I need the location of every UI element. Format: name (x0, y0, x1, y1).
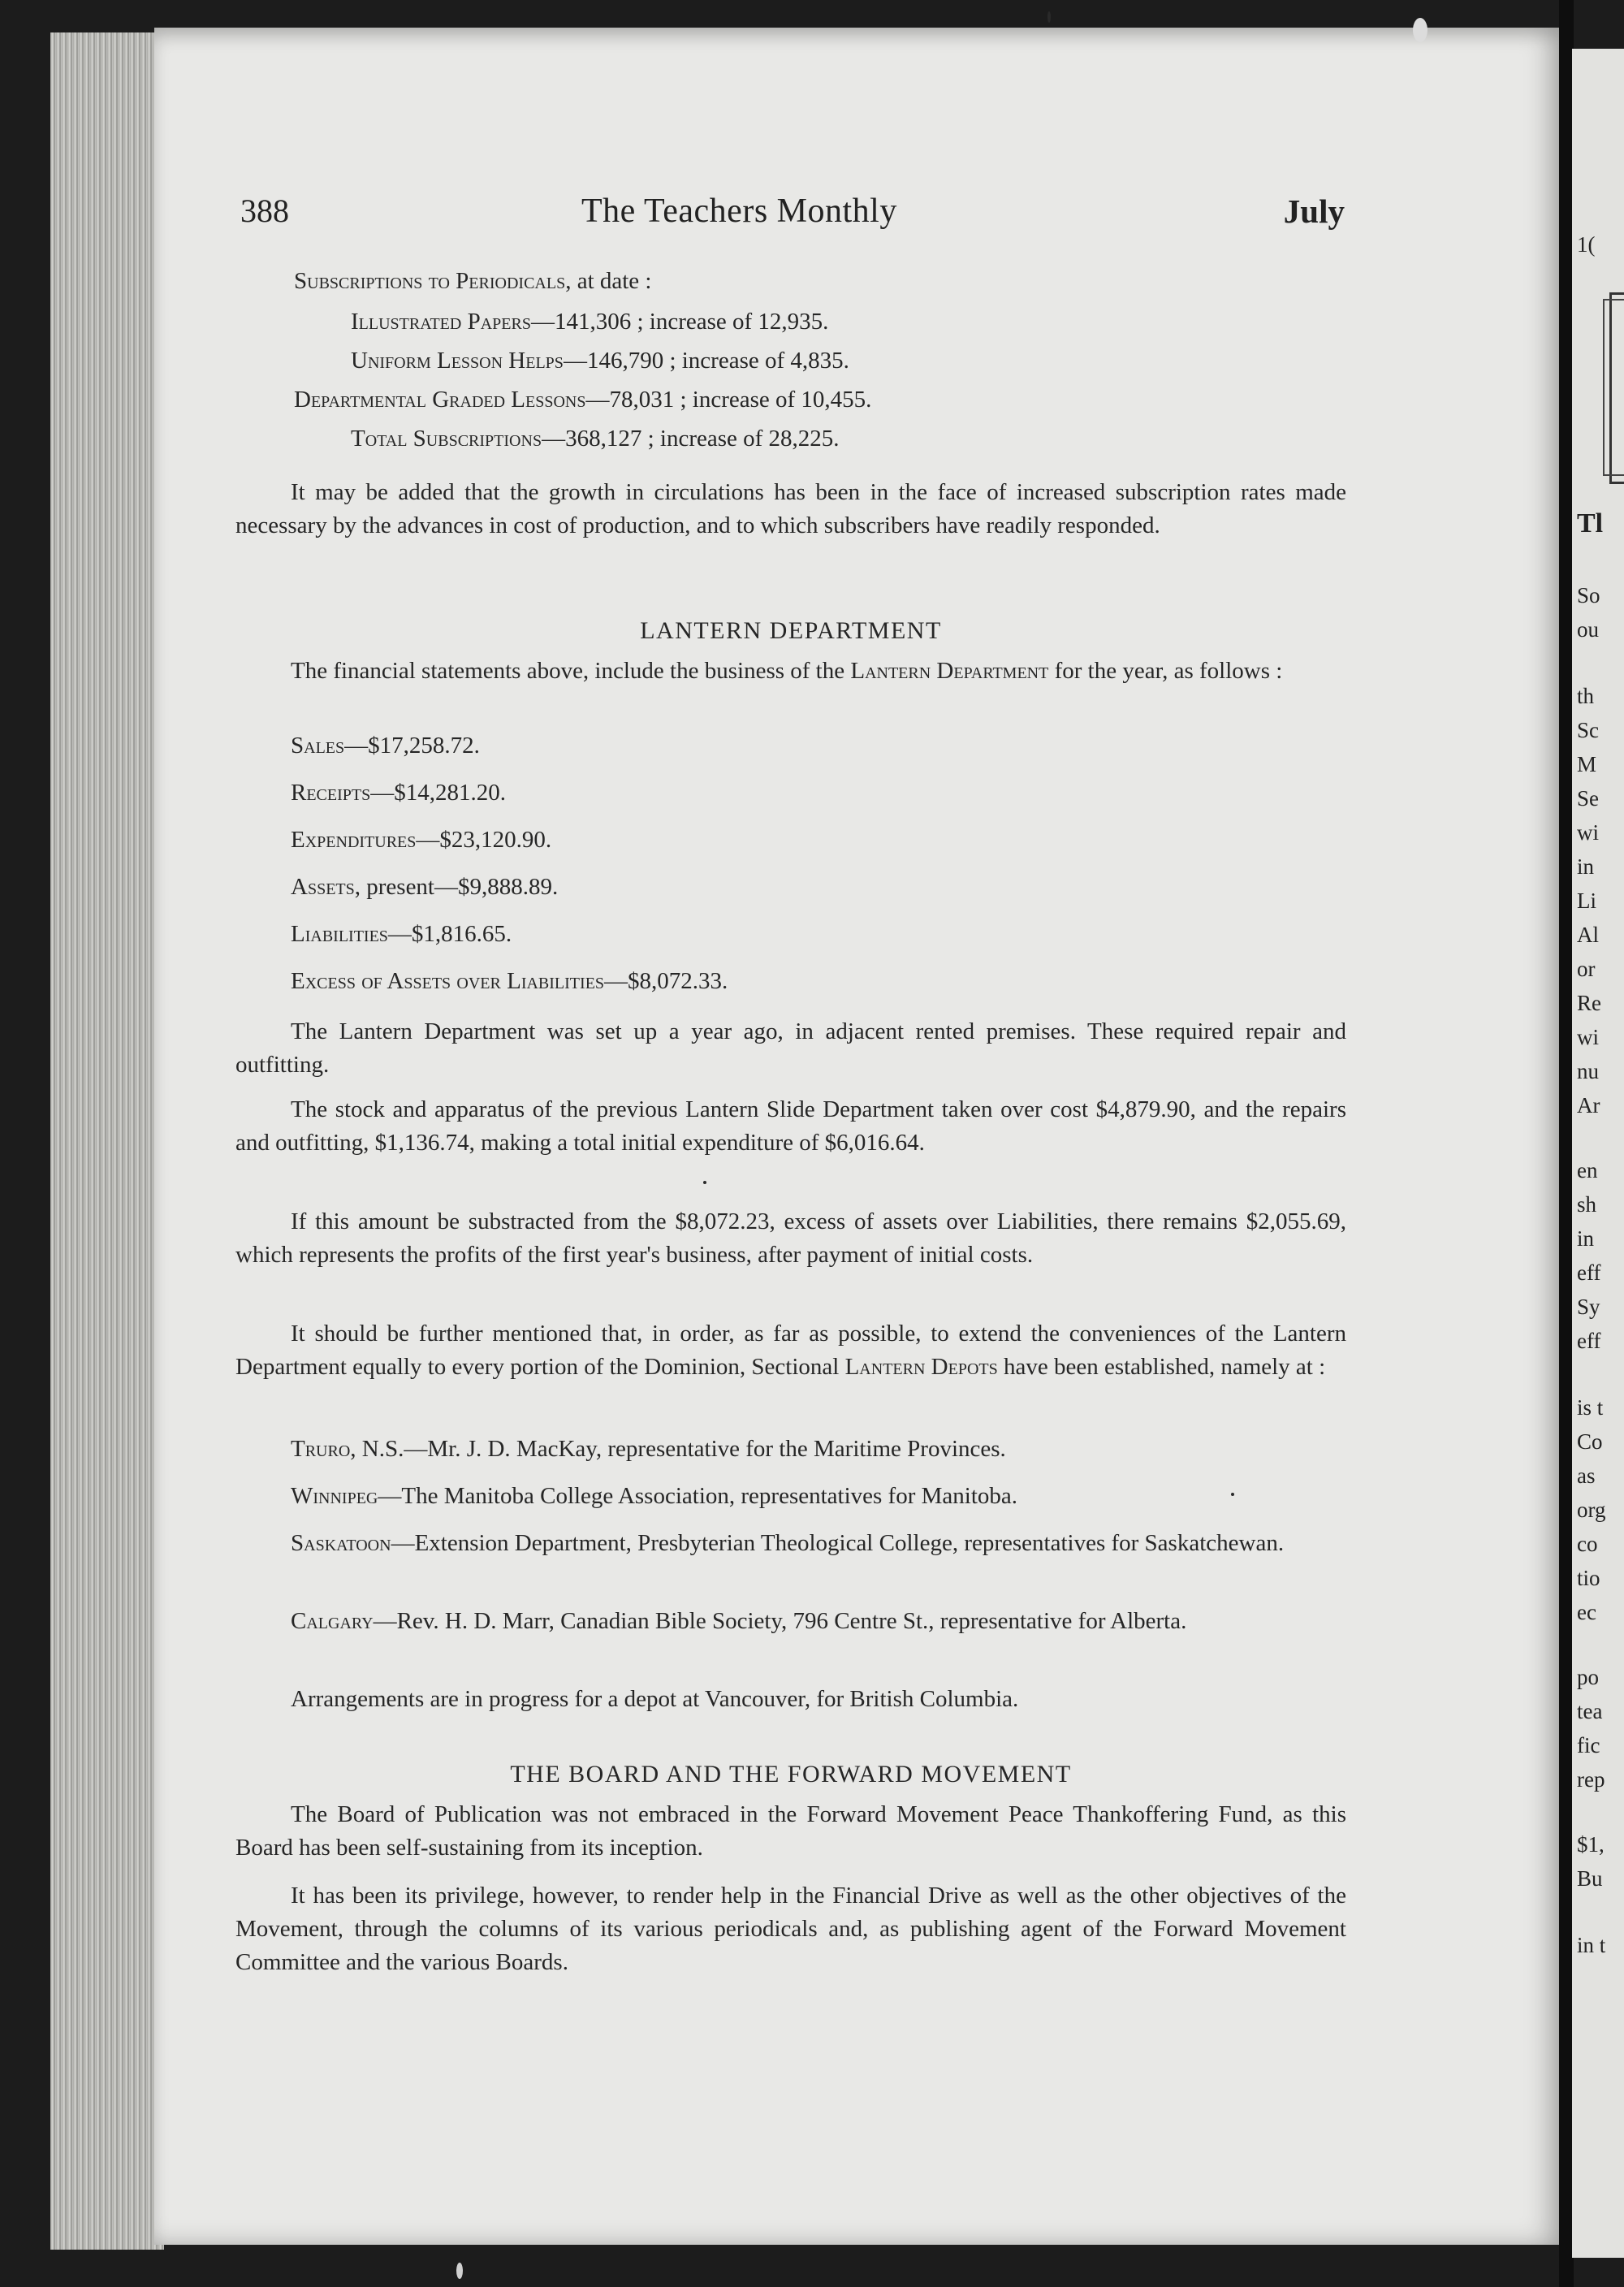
facing-page-text: Tl (1577, 508, 1604, 538)
facing-page-text: ou (1577, 617, 1599, 642)
depots-intro-text-end: have been established, namely at : (997, 1354, 1326, 1380)
figure-value: —$8,072.33. (604, 968, 728, 994)
depot-entry (235, 1433, 1346, 1466)
depot-place: Calgary (291, 1608, 374, 1634)
lantern-intro-text: The financial statements above, include the business of the (291, 658, 851, 684)
facing-page-text: wi (1577, 820, 1599, 845)
facing-page-text: is t (1577, 1395, 1604, 1420)
facing-page-text: in (1577, 1226, 1595, 1251)
lantern-figure (291, 918, 512, 951)
scan-speck (1231, 1493, 1234, 1496)
facing-page-text: sh (1577, 1192, 1597, 1217)
facing-page-frame-inner (1603, 299, 1624, 476)
lantern-section-heading: LANTERN DEPARTMENT (640, 617, 942, 644)
subscription-value: —368,127 ; increase of 28,225. (542, 426, 840, 452)
facing-page-text: or (1577, 957, 1596, 981)
facing-page-text: po (1577, 1665, 1599, 1689)
running-header (240, 192, 1345, 232)
subscription-label: Illustrated Papers (351, 309, 531, 335)
issue-month: July (1283, 192, 1345, 230)
figure-label: Sales (291, 733, 345, 759)
figure-label: Receipts (291, 780, 371, 806)
lantern-figure (291, 871, 558, 904)
depot-details: —Extension Department, Presbyterian Theological College, representatives for Saskatchewan. (391, 1530, 1285, 1556)
scan-speck (456, 2263, 463, 2279)
facing-page-text: eff (1577, 1260, 1601, 1285)
facing-page-text: co (1577, 1532, 1598, 1556)
lantern-intro-text-end: for the year, as follows : (1048, 658, 1283, 684)
facing-page-text: Co (1577, 1429, 1603, 1454)
facing-page-text: 1( (1577, 232, 1596, 257)
facing-page-text: in (1577, 854, 1595, 879)
depot-entry (235, 1605, 1346, 1638)
scan-speck (703, 1181, 706, 1184)
facing-page-text: fic (1577, 1733, 1600, 1757)
subscription-value: —141,306 ; increase of 12,935. (530, 309, 829, 335)
facing-page-text: tea (1577, 1699, 1603, 1723)
subscriptions-heading (294, 265, 652, 298)
facing-page-text: Se (1577, 786, 1599, 811)
circulation-paragraph: It may be added that the growth in circulations has been in the face of increased subscription rates made necessary by the advances in cost of production, and to which subscribers have readily responded. (235, 479, 1346, 538)
subscription-value: —146,790 ; increase of 4,835. (563, 348, 849, 374)
subscription-line (351, 422, 840, 456)
lantern-figure (291, 965, 728, 998)
facing-page-text: So (1577, 583, 1600, 607)
depot-place: Winnipeg (291, 1483, 378, 1509)
figure-label: Assets (291, 874, 355, 900)
facing-page-text: rep (1577, 1767, 1605, 1792)
lantern-depots-paragraph (235, 1317, 1346, 1384)
lantern-setup-paragraph: The Lantern Department was set up a year ago, in adjacent rented premises. These required repair and outfitting. (235, 1018, 1346, 1078)
lantern-figure (291, 729, 480, 763)
forward-section-heading: THE BOARD AND THE FORWARD MOVEMENT (510, 1761, 1072, 1788)
facing-page-text: en (1577, 1158, 1598, 1182)
lantern-intro-caps: Lantern Department (850, 658, 1049, 684)
depot-place: Truro (291, 1436, 351, 1462)
facing-page-text: Sy (1577, 1295, 1600, 1319)
scan-speck (1047, 11, 1051, 23)
lantern-profit-paragraph: If this amount be substracted from the $8,072.23, excess of assets over Liabilities, there remains $2,055.69, which represents the profits of the first year's business, after payment of initial costs. (235, 1208, 1346, 1268)
facing-page-text: Re (1577, 991, 1601, 1015)
figure-value: —$14,281.20. (370, 780, 506, 806)
depot-entry (235, 1480, 1346, 1513)
forward-help-paragraph: It has been its privilege, however, to render help in the Financial Drive as well as the other objectives of the Movement, through the columns of its various periodicals and, as publishing agent of the Forward Movement Committee and the various Boards. (235, 1883, 1346, 1975)
figure-label: Excess of Assets over Liabilities (291, 968, 605, 994)
subscriptions-heading-caps: Subscriptions to Periodicals, (294, 268, 572, 294)
subscriptions-heading-rest: at date : (571, 268, 652, 294)
figure-label: Expenditures (291, 827, 417, 853)
depot-details: —The Manitoba College Association, representatives for Manitoba. (378, 1483, 1018, 1509)
facing-page-text: org (1577, 1498, 1606, 1522)
facing-page-text: Sc (1577, 718, 1599, 742)
figure-value: —$1,816.65. (387, 921, 512, 947)
facing-page-text: ec (1577, 1600, 1596, 1624)
lantern-figure (291, 824, 551, 857)
depot-details: , N.S.—Mr. J. D. MacKay, representative for the Maritime Provinces. (350, 1436, 1006, 1462)
facing-page-text: Li (1577, 888, 1596, 913)
subscription-line (294, 383, 871, 417)
facing-page-fragment (1572, 49, 1624, 2258)
depots-intro-caps: Lantern Depots (844, 1354, 998, 1380)
facing-page-text: th (1577, 684, 1595, 708)
forward-fund-paragraph: The Board of Publication was not embraced in the Forward Movement Peace Thankoffering Fund, as this Board has been self-sustaining from its inception. (235, 1801, 1346, 1861)
book-page-edges (50, 32, 164, 2250)
lantern-figure (291, 776, 506, 810)
subscription-line (351, 344, 849, 378)
subscription-line (351, 305, 828, 339)
figure-label: Liabilities (291, 921, 388, 947)
figure-value: , present—$9,888.89. (354, 874, 559, 900)
facing-page-text: M (1577, 752, 1597, 776)
facing-page-text: Bu (1577, 1866, 1603, 1891)
depots-intro-text: It should be further mentioned that, in order, as far as possible, to extend the conveniences of the Lantern Department equally to every portion of the Dominion, Sectional (235, 1321, 1346, 1380)
running-title: The Teachers Monthly (581, 192, 897, 230)
subscription-value: —78,031 ; increase of 10,455. (585, 387, 872, 413)
facing-page-text: Al (1577, 923, 1599, 947)
lantern-intro-paragraph (235, 655, 1346, 688)
facing-page-text: nu (1577, 1059, 1599, 1083)
depot-entry (235, 1527, 1346, 1560)
figure-value: —$23,120.90. (416, 827, 552, 853)
lantern-stock-paragraph: The stock and apparatus of the previous Lantern Slide Department taken over cost $4,879.90, and the repairs and outfitting, $1,136.74, making a total initial expenditure of $6,016.64. (235, 1096, 1346, 1156)
facing-page-text: $1, (1577, 1832, 1605, 1857)
subscription-label: Total Subscriptions (351, 426, 542, 452)
vancouver-paragraph: Arrangements are in progress for a depot at Vancouver, for British Columbia. (291, 1686, 1019, 1712)
facing-page-text: in t (1577, 1933, 1606, 1957)
facing-page-text: eff (1577, 1329, 1601, 1353)
facing-page-text: wi (1577, 1025, 1599, 1049)
facing-page-text: tio (1577, 1566, 1600, 1590)
depot-details: —Rev. H. D. Marr, Canadian Bible Society, 796 Centre St., representative for Alberta. (373, 1608, 1187, 1634)
facing-page-text: as (1577, 1463, 1596, 1488)
subscription-label: Departmental Graded Lessons (294, 387, 586, 413)
figure-value: —$17,258.72. (344, 733, 480, 759)
scan-speck (1413, 18, 1427, 42)
page-number: 388 (240, 192, 289, 229)
depot-place: Saskatoon (291, 1530, 391, 1556)
facing-page-text: Ar (1577, 1093, 1600, 1118)
subscription-label: Uniform Lesson Helps (351, 348, 564, 374)
